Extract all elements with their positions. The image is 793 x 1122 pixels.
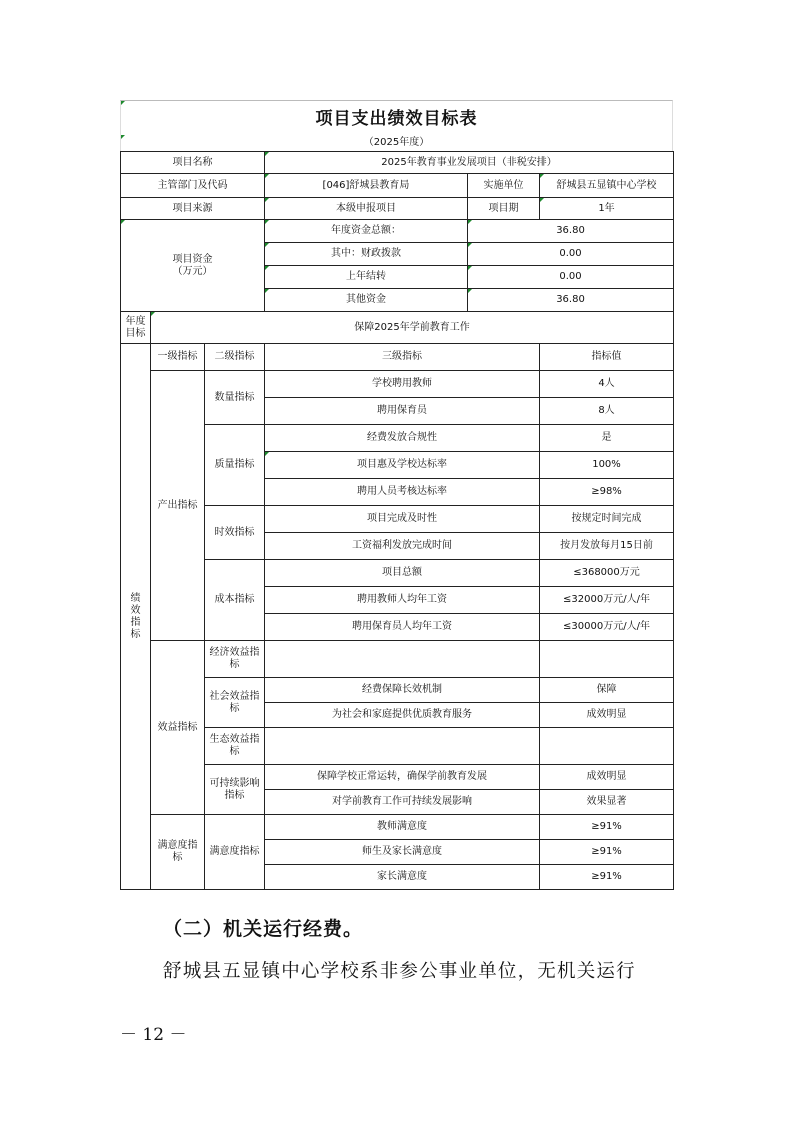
- table-title: 项目支出绩效目标表: [120, 100, 673, 135]
- table-row: [121, 641, 674, 678]
- indicator-value: ≥91%: [540, 840, 674, 865]
- row-annual-goal: [121, 312, 674, 344]
- indicator-name: 经费发放合规性: [265, 425, 540, 452]
- section-heading: （二）机关运行经费。: [163, 918, 364, 940]
- row-source: [121, 198, 674, 220]
- indicator-name: 聘用保育员: [265, 398, 540, 425]
- header-value: 指标值: [540, 344, 674, 371]
- page-number: － 12 －: [120, 1025, 187, 1045]
- timeliness-label: 时效指标: [205, 506, 265, 560]
- indicator-value: ≤30000万元/人/年: [540, 614, 674, 641]
- table-row: [121, 371, 674, 398]
- indicator-value: 是: [540, 425, 674, 452]
- indicator-name: 教师满意度: [265, 815, 540, 840]
- indicator-name: 保障学校正常运转，确保学前教育发展: [265, 765, 540, 790]
- table-row: [121, 815, 674, 840]
- social-label: 社会效益指 标: [205, 678, 265, 728]
- cost-label: 成本指标: [205, 560, 265, 641]
- indicator-value: 4人: [540, 371, 674, 398]
- year-label: （2025年度）: [120, 135, 673, 151]
- indicator-name: 聘用人员考核达标率: [265, 479, 540, 506]
- performance-target-sheet: [120, 100, 673, 890]
- indicator-name: 工资福利发放完成时间: [265, 533, 540, 560]
- funds-carryover-label: 上年结转: [265, 266, 468, 289]
- indicator-name: 项目惠及学校达标率: [265, 452, 540, 479]
- indicator-value: 100%: [540, 452, 674, 479]
- indicator-value: 保障: [540, 678, 674, 703]
- source-label: 项目来源: [121, 198, 265, 220]
- funds-fiscal-value: 0.00: [468, 243, 674, 266]
- satisfaction-sub-label: 满意度指标: [205, 815, 265, 890]
- impl-unit-value: 舒城县五显镇中心学校: [540, 174, 674, 198]
- output-label: 产出指标: [151, 371, 205, 641]
- period-value: 1年: [540, 198, 674, 220]
- indicator-value-empty: [540, 641, 674, 678]
- annual-goal-label: 年度 目标: [121, 312, 151, 344]
- funds-other-label: 其他资金: [265, 289, 468, 312]
- performance-table: [120, 151, 674, 890]
- funds-carryover-value: 0.00: [468, 266, 674, 289]
- indicator-name: 项目总额: [265, 560, 540, 587]
- period-label: 项目期: [468, 198, 540, 220]
- funds-other-value: 36.80: [468, 289, 674, 312]
- dept-value: [046]舒城县教育局: [265, 174, 468, 198]
- funds-fiscal-label: 其中：财政拨款: [265, 243, 468, 266]
- funds-label: 项目资金 （万元）: [121, 220, 265, 312]
- row-funds-total: [121, 220, 674, 243]
- indicator-name: 聘用教师人均年工资: [265, 587, 540, 614]
- eco-label: 生态效益指 标: [205, 728, 265, 765]
- indicator-value: ≤368000万元: [540, 560, 674, 587]
- indicator-name-empty: [265, 641, 540, 678]
- header-level3: 三级指标: [265, 344, 540, 371]
- indicator-value: ≥98%: [540, 479, 674, 506]
- indicator-name: 经费保障长效机制: [265, 678, 540, 703]
- indicator-value: ≥91%: [540, 865, 674, 890]
- annual-goal-text: 保障2025年学前教育工作: [151, 312, 674, 344]
- row-perf-header: [121, 344, 674, 371]
- indicator-value: ≤32000万元/人/年: [540, 587, 674, 614]
- indicator-name-empty: [265, 728, 540, 765]
- project-name-label: 项目名称: [121, 152, 265, 174]
- sustain-label: 可持续影响 指标: [205, 765, 265, 815]
- funds-total-value: 36.80: [468, 220, 674, 243]
- dept-label: 主管部门及代码: [121, 174, 265, 198]
- indicator-name: 项目完成及时性: [265, 506, 540, 533]
- source-value: 本级申报项目: [265, 198, 468, 220]
- benefit-label: 效益指标: [151, 641, 205, 815]
- indicator-value: 按规定时间完成: [540, 506, 674, 533]
- impl-unit-label: 实施单位: [468, 174, 540, 198]
- header-level2: 二级指标: [205, 344, 265, 371]
- indicator-name: 为社会和家庭提供优质教育服务: [265, 703, 540, 728]
- indicator-value: 成效明显: [540, 765, 674, 790]
- indicator-name: 学校聘用教师: [265, 371, 540, 398]
- indicator-name: 对学前教育工作可持续发展影响: [265, 790, 540, 815]
- indicator-value: 按月发放每月15日前: [540, 533, 674, 560]
- economic-label: 经济效益指 标: [205, 641, 265, 678]
- funds-total-label: 年度资金总额：: [265, 220, 468, 243]
- indicator-value: ≥91%: [540, 815, 674, 840]
- satisfaction-label: 满意度指 标: [151, 815, 205, 890]
- indicator-value: 效果显著: [540, 790, 674, 815]
- quantity-label: 数量指标: [205, 371, 265, 425]
- indicator-value: 8人: [540, 398, 674, 425]
- project-name-value: 2025年教育事业发展项目（非税安排）: [265, 152, 674, 174]
- indicator-value: 成效明显: [540, 703, 674, 728]
- header-level1: 一级指标: [151, 344, 205, 371]
- indicator-value-empty: [540, 728, 674, 765]
- perf-label: 绩 效 指 标: [121, 344, 151, 890]
- indicator-name: 师生及家长满意度: [265, 840, 540, 865]
- quality-label: 质量指标: [205, 425, 265, 506]
- body-paragraph: 舒城县五显镇中心学校系非参公事业单位，无机关运行: [163, 961, 636, 982]
- row-department: [121, 174, 674, 198]
- indicator-name: 聘用保育员人均年工资: [265, 614, 540, 641]
- row-project-name: [121, 152, 674, 174]
- indicator-name: 家长满意度: [265, 865, 540, 890]
